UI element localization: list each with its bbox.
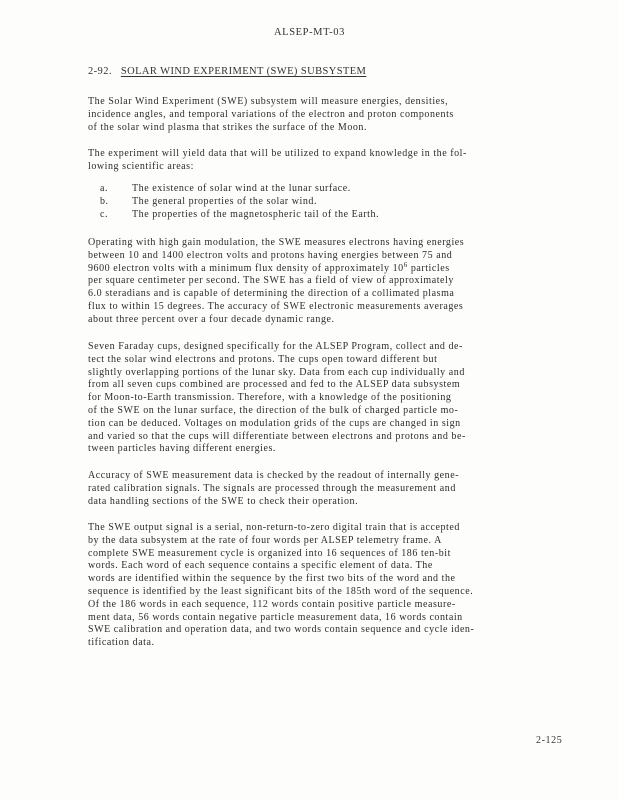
text-line: tect the solar wind electrons and protons. The cups open toward different but bbox=[88, 353, 438, 365]
list-item-text: The existence of solar wind at the lunar surface. bbox=[132, 183, 351, 194]
text-line: Accuracy of SWE measurement data is checked by the readout of internally gene- bbox=[88, 470, 460, 481]
superscript-exponent: 6 bbox=[403, 260, 408, 269]
text-line: ment data, 56 words contain negative particle measurement data, 16 words contain bbox=[88, 611, 463, 623]
text-line: incidence angles, and temporal variations of the electron and proton components bbox=[88, 108, 454, 120]
text-line: 6.0 steradians and is capable of determining the direction of a collimated plasma bbox=[88, 288, 455, 300]
text-line: The SWE output signal is a serial, non-return-to-zero digital train that is accepted bbox=[88, 522, 460, 533]
text-line: lowing scientific areas: bbox=[88, 160, 194, 172]
text-line: about three percent over a four decade dynamic range. bbox=[88, 313, 335, 325]
section-title: SOLAR WIND EXPERIMENT (SWE) SUBSYSTEM bbox=[120, 66, 367, 77]
text-line: from all seven cups combined are processed and fed to the ALSEP data subsystem bbox=[88, 379, 461, 391]
text-line: words. Each word of each sequence contains a specific element of data. The bbox=[88, 560, 433, 572]
text-line: for Moon-to-Earth transmission. Therefore, with a knowledge of the positioning bbox=[88, 392, 452, 404]
list-item bbox=[100, 209, 379, 222]
text-line: between 10 and 1400 electron volts and protons having energies between 75 and bbox=[88, 249, 453, 261]
list-marker: c. bbox=[100, 208, 109, 220]
text-line: Operating with high gain modulation, the SWE measures electrons having energies bbox=[88, 237, 465, 248]
text-line: 9600 electron volts with a minimum flux density of approximately $10^6$ particles bbox=[88, 260, 450, 274]
text-line: flux to within 15 degrees. The accuracy of SWE electronic measurements averages bbox=[88, 300, 464, 312]
text-line: Of the 186 words in each sequence, 112 words contain positive particle measure- bbox=[88, 598, 456, 610]
document-id-header: ALSEP-MT-03 bbox=[274, 27, 345, 38]
text-line: sequence is identified by the least significant bits of the 185th word of the sequence. bbox=[88, 585, 474, 597]
text-line: rated calibration signals. The signals are processed through the measurement and bbox=[88, 482, 456, 494]
text-line: complete SWE measurement cycle is organized into 16 sequences of 186 ten-bit bbox=[88, 547, 451, 559]
text-line: of the SWE on the lunar surface, the direction of the bulk of charged particle mo- bbox=[88, 404, 459, 416]
paragraph-accuracy-check bbox=[88, 470, 568, 508]
text-line: of the solar wind plasma that strikes the surface of the Moon. bbox=[88, 121, 368, 133]
paragraph-scientific-areas bbox=[88, 148, 568, 174]
list-marker: a. bbox=[100, 183, 109, 194]
list-marker: b. bbox=[100, 195, 109, 207]
paragraph-faraday-cups bbox=[88, 341, 568, 456]
list-item bbox=[100, 196, 379, 209]
text-line: words are identified within the sequence by the first two bits of the word and the bbox=[88, 573, 456, 585]
scientific-areas-list bbox=[100, 183, 379, 221]
section-heading bbox=[88, 66, 366, 77]
paragraph-output-signal bbox=[88, 522, 568, 650]
text-line: and varied so that the cups will differentiate between electrons and protons and be- bbox=[88, 430, 466, 442]
page-number: 2-125 bbox=[536, 735, 563, 746]
section-number: 2-92. bbox=[88, 66, 112, 77]
text-line: tween particles having different energies. bbox=[88, 443, 276, 455]
text-line: The experiment will yield data that will be utilized to expand knowledge in the fol- bbox=[88, 148, 467, 159]
text-line: data handling sections of the SWE to check their operation. bbox=[88, 495, 359, 507]
text-line: tion can be deduced. Voltages on modulation grids of the cups are changed in sign bbox=[88, 417, 461, 429]
paragraph-intro bbox=[88, 96, 568, 134]
list-item bbox=[100, 183, 379, 196]
text-line: per square centimeter per second. The SWE has a field of view of approximately bbox=[88, 275, 454, 287]
list-item-text: The properties of the magnetospheric tail of the Earth. bbox=[132, 208, 380, 220]
text-line: tification data. bbox=[88, 637, 155, 649]
text-line: by the data subsystem at the rate of four words per ALSEP telemetry frame. A bbox=[88, 534, 442, 546]
list-item-text: The general properties of the solar wind. bbox=[132, 195, 317, 207]
paragraph-operating-modulation bbox=[88, 237, 568, 327]
text-line: Seven Faraday cups, designed specifically for the ALSEP Program, collect and de- bbox=[88, 341, 463, 352]
text-line: slightly overlapping portions of the lunar sky. Data from each cup individually and bbox=[88, 366, 465, 378]
text-line: SWE calibration and operation data, and two words contain sequence and cycle iden- bbox=[88, 624, 475, 636]
text-line: The Solar Wind Experiment (SWE) subsystem will measure energies, densities, bbox=[88, 96, 449, 107]
